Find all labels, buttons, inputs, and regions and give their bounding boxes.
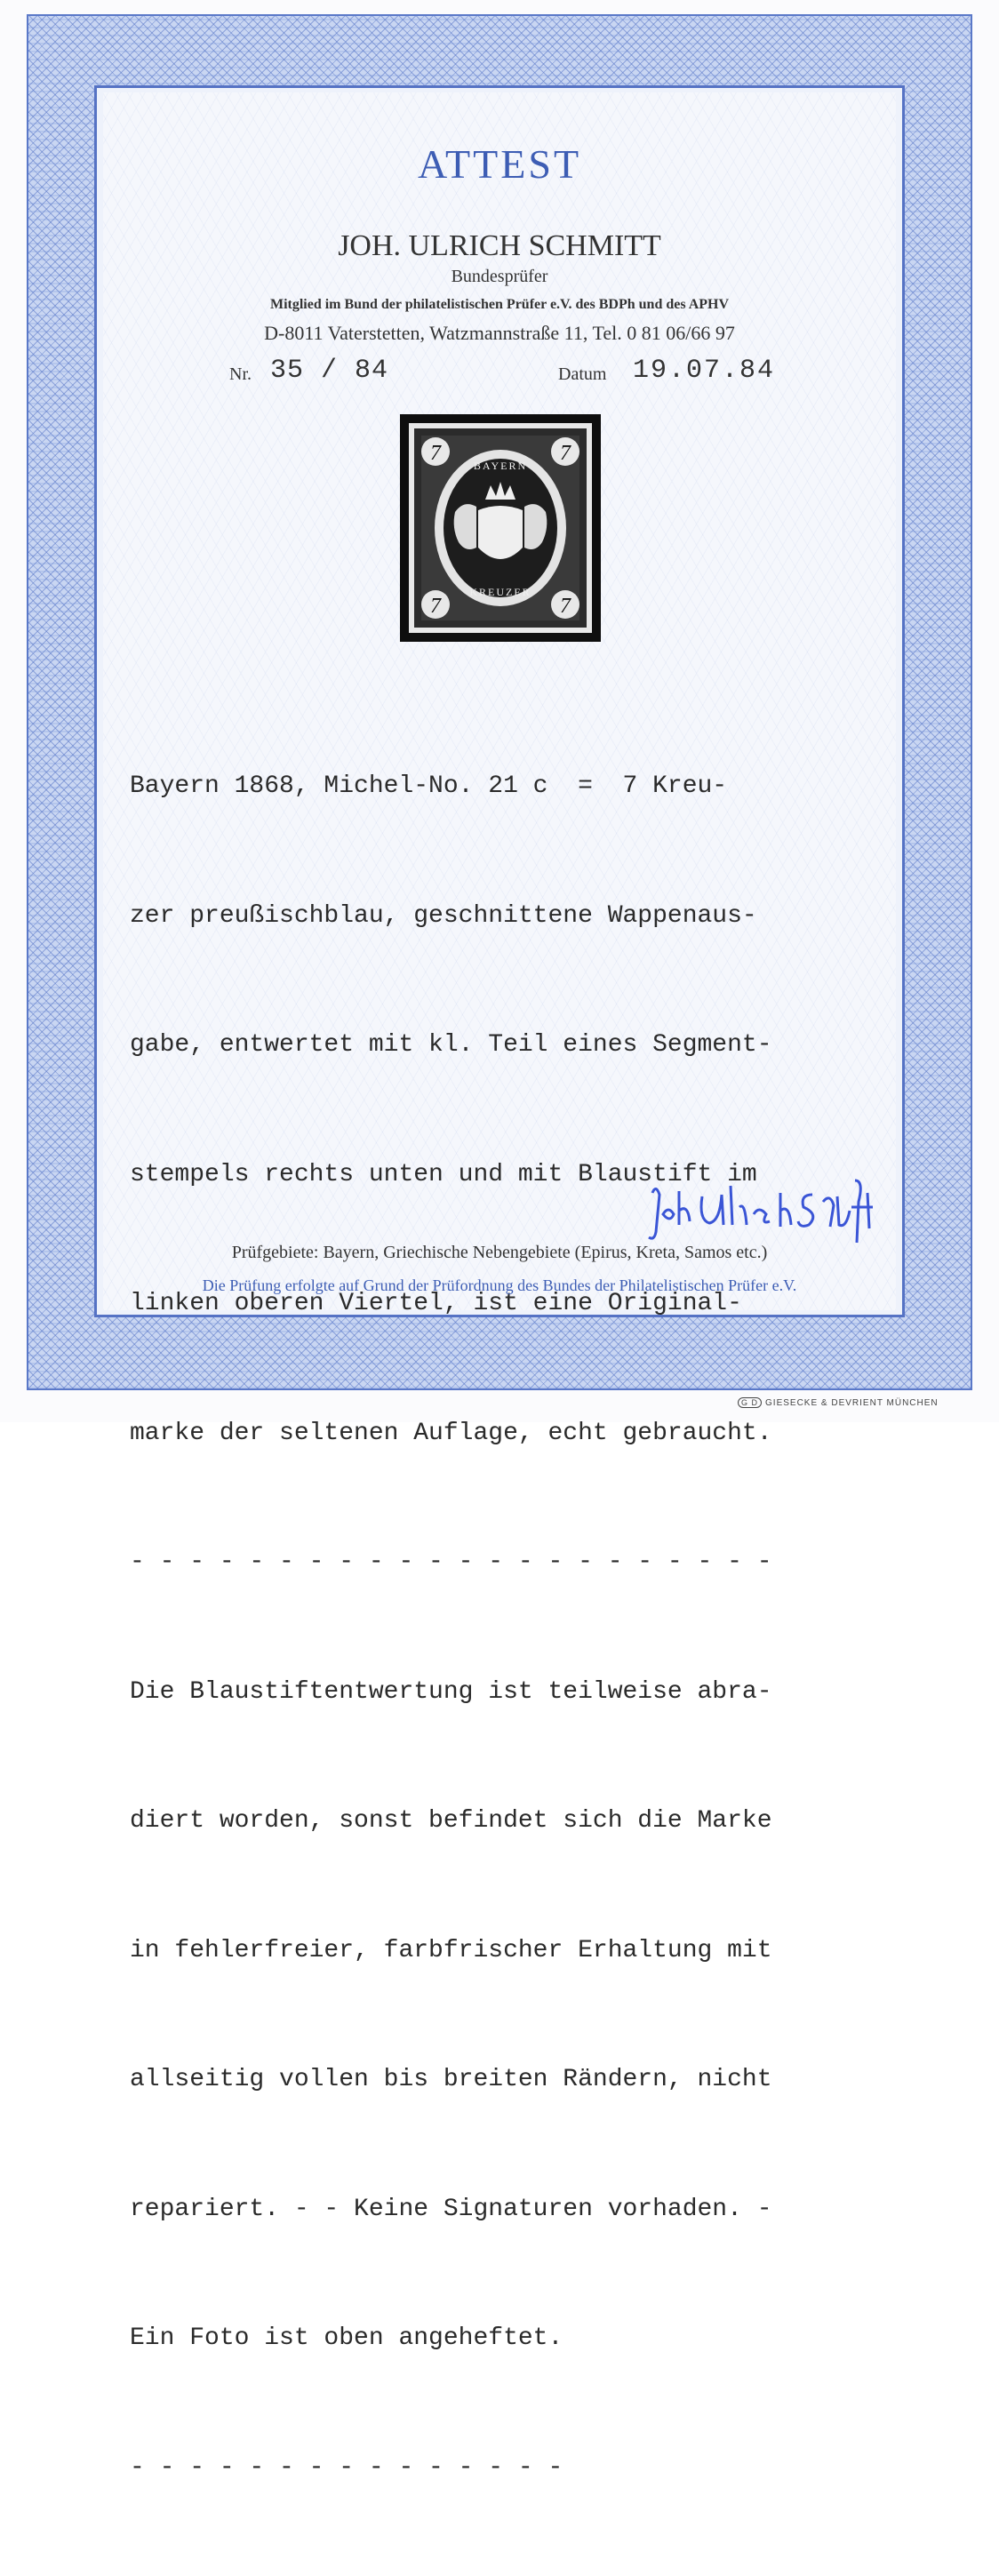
date-label: Datum [558, 364, 607, 384]
certificate-title: ATTEST [417, 141, 582, 187]
certificate-text [130, 679, 903, 2576]
stamp-top-text: BAYERN [473, 460, 528, 472]
examination-basis: Die Prüfung erfolgte auf Grund der Prüfordnung des Bundes der Philatelistischen Prüfer e.V. [202, 1276, 797, 1294]
certificate-number: 35 / 84 [270, 356, 389, 386]
stamp-bottom-text: KREUZER [469, 586, 531, 598]
text-line: stempels rechts unten und mit Blaustift im [130, 1160, 757, 1188]
text-line: in fehlerfreier, farbfrischer Erhaltung mit [130, 1936, 772, 1964]
text-line: zer preußischblau, geschnittene Wappenaus- [130, 901, 757, 930]
text-line: marke der seltenen Auflage, echt gebraucht. [130, 1419, 772, 1447]
text-line: Ein Foto ist oben angeheftet. [130, 2324, 563, 2352]
stamp-photo [400, 414, 601, 642]
text-line: allseitig vollen bis breiten Rändern, nicht [130, 2066, 772, 2093]
separator-line: - - - - - - - - - - - - - - - [130, 2453, 563, 2482]
examiner-role: Bundesprüfer [451, 267, 548, 286]
stamp-numeral-tr: 7 [560, 442, 571, 465]
printer-imprint [738, 1397, 939, 1408]
stamp-image [400, 414, 601, 642]
text-line: gabe, entwertet mit kl. Teil eines Segment- [130, 1031, 772, 1059]
handwritten-signature [647, 1175, 887, 1246]
text-line: linken oberen Viertel, ist eine Original- [130, 1290, 742, 1317]
stamp-numeral-tl: 7 [430, 442, 441, 465]
stamp-numeral-br: 7 [560, 595, 571, 618]
examination-areas: Prüfgebiete: Bayern, Griechische Nebengebiete (Epirus, Kreta, Samos etc.) [231, 1243, 768, 1262]
printer-logo: G D [738, 1397, 762, 1408]
stamp-numeral-bl: 7 [430, 595, 441, 618]
text-line: Die Blaustiftentwertung ist teilweise abra- [130, 1677, 772, 1706]
separator-line: - - - - - - - - - - - - - - - - - - - - - - [130, 1548, 772, 1576]
printer-name: GIESECKE & DEVRIENT MÜNCHEN [765, 1398, 939, 1408]
text-line: repariert. - - Keine Signaturen vorhaden. - [130, 2195, 772, 2223]
text-line: diert worden, sonst befindet sich die Marke [130, 1807, 772, 1835]
text-line: Bayern 1868, Michel-No. 21 c = 7 Kreu- [130, 772, 728, 800]
certificate-date: 19.07.84 [633, 356, 776, 386]
examiner-address: D-8011 Vaterstetten, Watzmannstraße 11, Tel. 0 81 06/66 97 [264, 322, 735, 344]
certificate-number-label: Nr. [229, 364, 252, 384]
membership-line: Mitglied im Bund der philatelistischen Prüfer e.V. des BDPh und des APHV [269, 297, 730, 312]
examiner-name: JOH. ULRICH SCHMITT [338, 229, 661, 262]
